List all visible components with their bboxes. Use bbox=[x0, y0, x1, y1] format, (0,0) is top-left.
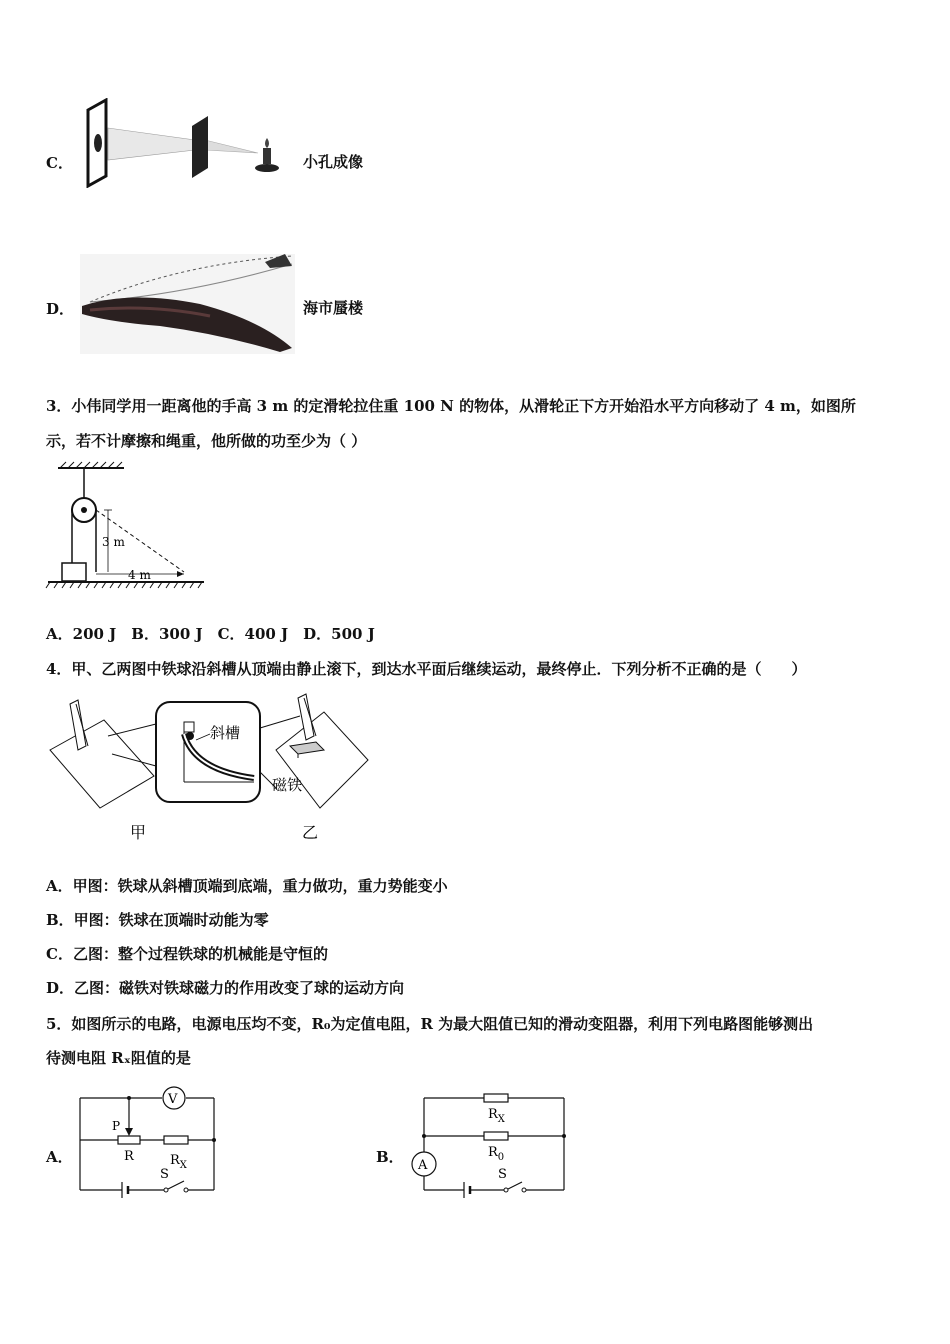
q4-stem: 4．甲、乙两图中铁球沿斜槽从顶端由静止滚下，到达水平面后继续运动，最终停止．下列分析不正确的是（ ） bbox=[46, 660, 807, 678]
q3-stem-line1: 3．小伟同学用一距离他的手高 3 m 的定滑轮拉住重 100 N 的物体，从滑轮正下方开始沿水平方向移动了 4 m，如图所 bbox=[46, 397, 856, 415]
option-d-letter: D． bbox=[46, 300, 75, 318]
q5-option-b-letter: B． bbox=[376, 1148, 404, 1166]
option-d-caption: 海市蜃楼 bbox=[303, 299, 364, 317]
slope-figure bbox=[44, 690, 374, 850]
q3-stem-line2: 示，若不计摩擦和绳重，他所做的功至少为（ ） bbox=[46, 432, 367, 450]
slope-label: 斜槽 bbox=[210, 724, 241, 742]
q4-option-a: A．甲图：铁球从斜槽顶端到底端，重力做功，重力势能变小 bbox=[46, 877, 448, 895]
voltmeter-label: V bbox=[168, 1092, 178, 1107]
q3-options: A．200 J B．300 J C．400 J D．500 J bbox=[46, 625, 375, 643]
rx-label-b: $R_X$ bbox=[488, 1107, 505, 1125]
figure-yi-label: 乙 bbox=[302, 823, 319, 842]
switch-label-a: S bbox=[160, 1167, 169, 1182]
q5-stem-line1: 5．如图所示的电路，电源电压均不变，R₀为定值电阻，R 为最大阻值已知的滑动变阻器，利用下列电路图能够测出 bbox=[46, 1015, 814, 1033]
figure-jia-label: 甲 bbox=[130, 823, 147, 842]
option-c-caption: 小孔成像 bbox=[303, 153, 364, 171]
option-c-letter: C． bbox=[46, 154, 73, 172]
circuit-a-figure bbox=[74, 1082, 224, 1200]
ammeter-label: A bbox=[418, 1158, 428, 1173]
pulley-figure bbox=[44, 460, 219, 595]
pinhole-image-figure bbox=[80, 98, 290, 188]
rx-label-a: $R_X$ bbox=[170, 1153, 187, 1171]
r0-label-b: $R_0$ bbox=[488, 1145, 505, 1163]
q4-option-c: C．乙图：整个过程铁球的机械能是守恒的 bbox=[46, 945, 328, 963]
switch-label-b: S bbox=[498, 1167, 507, 1182]
circuit-b-figure bbox=[404, 1086, 574, 1204]
magnet-label: 磁铁 bbox=[272, 776, 303, 794]
q5-option-a-letter: A． bbox=[46, 1148, 73, 1166]
q4-option-b: B．甲图：铁球在顶端时动能为零 bbox=[46, 911, 269, 929]
mirage-figure bbox=[70, 244, 300, 359]
distance-label: 4 m bbox=[128, 568, 151, 582]
q4-option-d: D．乙图：磁铁对铁球磁力的作用改变了球的运动方向 bbox=[46, 979, 405, 997]
height-label: 3 m bbox=[102, 535, 125, 549]
slider-label: P bbox=[112, 1119, 121, 1133]
rheostat-label: R bbox=[124, 1149, 134, 1164]
q5-stem-line2: 待测电阻 Rₓ阻值的是 bbox=[46, 1049, 191, 1067]
